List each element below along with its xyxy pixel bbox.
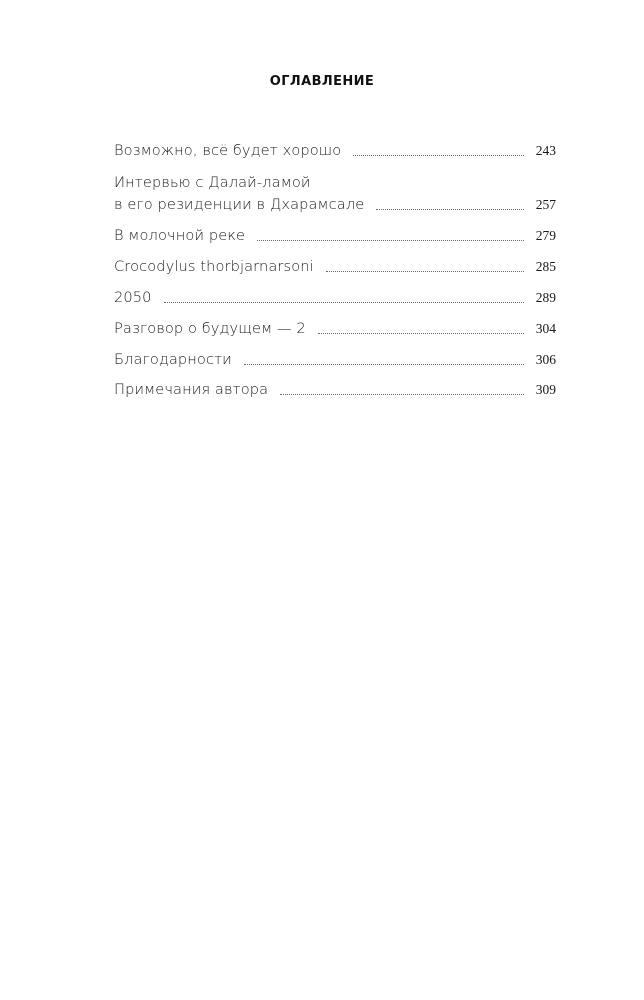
toc-entry-page: 289 <box>535 290 556 305</box>
toc-entry <box>114 256 556 278</box>
toc-entry-title: Crocodylus thorbjarnarsoni <box>114 258 314 275</box>
toc-entry-page: 243 <box>535 143 556 158</box>
toc-entry-page: 306 <box>535 352 556 367</box>
toc-entry-title-line: Интервью с Далай-ламой <box>114 174 311 191</box>
toc-entry <box>114 349 556 371</box>
toc-entry <box>114 287 556 309</box>
dot-leader <box>164 302 524 303</box>
dot-leader <box>353 155 524 156</box>
dot-leader <box>280 394 524 395</box>
toc-entry-page: 279 <box>535 228 556 243</box>
toc-entry-title: Примечания автора <box>114 381 269 398</box>
toc-entry <box>114 225 556 247</box>
dot-leader <box>376 209 524 210</box>
toc-entry <box>114 318 556 340</box>
toc-entry <box>114 172 556 216</box>
toc-entry-title: В молочной реке <box>114 227 246 244</box>
toc-entry-title: Возможно, всё будет хорошо <box>114 142 342 159</box>
toc-entry-title: Разговор о будущем — 2 <box>114 320 306 337</box>
dot-leader <box>318 333 524 334</box>
toc-entry-title: 2050 <box>114 289 152 306</box>
toc-entry-title-line: в его резиденции в Дхарамсале <box>114 196 365 213</box>
dot-leader <box>244 364 524 365</box>
toc-entry-title <box>114 172 364 216</box>
toc-entry-page: 257 <box>535 197 556 212</box>
toc-entry <box>114 379 556 401</box>
toc-entry-title: Благодарности <box>114 351 232 368</box>
toc-entry-page: 285 <box>535 259 556 274</box>
toc-heading: ОГЛАВЛЕНИЕ <box>269 74 375 89</box>
toc-entry-page: 304 <box>535 321 556 336</box>
dot-leader <box>326 271 524 272</box>
toc-entry <box>114 140 556 162</box>
dot-leader <box>257 240 524 241</box>
toc-entry-page: 309 <box>535 382 556 397</box>
